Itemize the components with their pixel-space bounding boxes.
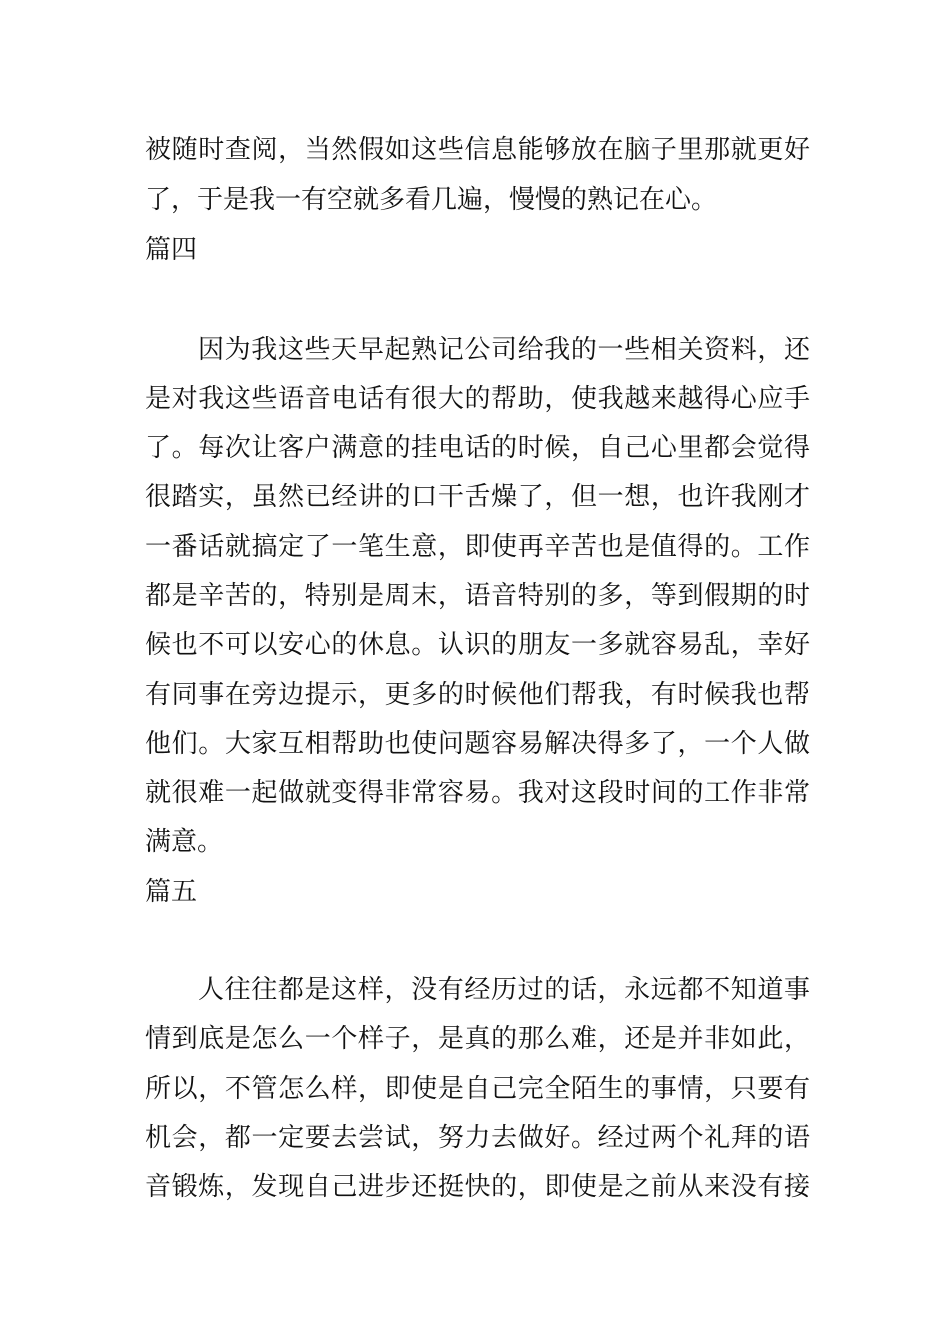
paragraph-line: 满意。 [145,827,224,857]
paragraph-line: 很踏实，虽然已经讲的口干舌燥了，但一想，也许我刚才 [145,482,810,512]
paragraph-line: 都是辛苦的，特别是周末，语音特别的多，等到假期的时 [145,581,810,611]
paragraph-line: 人往往都是这样，没有经历过的话，永远都不知道事 [198,975,810,1005]
paragraph-line: 有同事在旁边提示，更多的时候他们帮我，有时候我也帮 [145,680,810,710]
paragraph-line: 他们。大家互相帮助也使问题容易解决得多了，一个人做 [145,729,810,759]
paragraph-line: 被随时查阅，当然假如这些信息能够放在脑子里那就更好 [145,135,810,165]
paragraph-line: 了。每次让客户满意的挂电话的时候，自己心里都会觉得 [145,433,810,463]
paragraph-line: 一番话就搞定了一笔生意，即使再辛苦也是值得的。工作 [145,532,810,562]
paragraph-line: 情到底是怎么一个样子，是真的那么难，还是并非如此， [145,1024,810,1054]
section-heading: 篇五 [145,877,198,907]
paragraph-line: 机会，都一定要去尝试，努力去做好。经过两个礼拜的语 [145,1123,810,1153]
paragraph-line: 就很难一起做就变得非常容易。我对这段时间的工作非常 [145,778,810,808]
paragraph-line: 音锻炼，发现自己进步还挺快的，即使是之前从来没有接 [145,1172,810,1202]
paragraph-line: 因为我这些天早起熟记公司给我的一些相关资料，还 [198,335,810,365]
paragraph-line: 了，于是我一有空就多看几遍，慢慢的熟记在心。 [145,185,718,215]
paragraph-line: 候也不可以安心的休息。认识的朋友一多就容易乱，幸好 [145,630,810,660]
paragraph-line: 所以，不管怎么样，即使是自己完全陌生的事情，只要有 [145,1074,810,1104]
section-heading: 篇四 [145,235,198,265]
paragraph-line: 是对我这些语音电话有很大的帮助，使我越来越得心应手 [145,384,810,414]
